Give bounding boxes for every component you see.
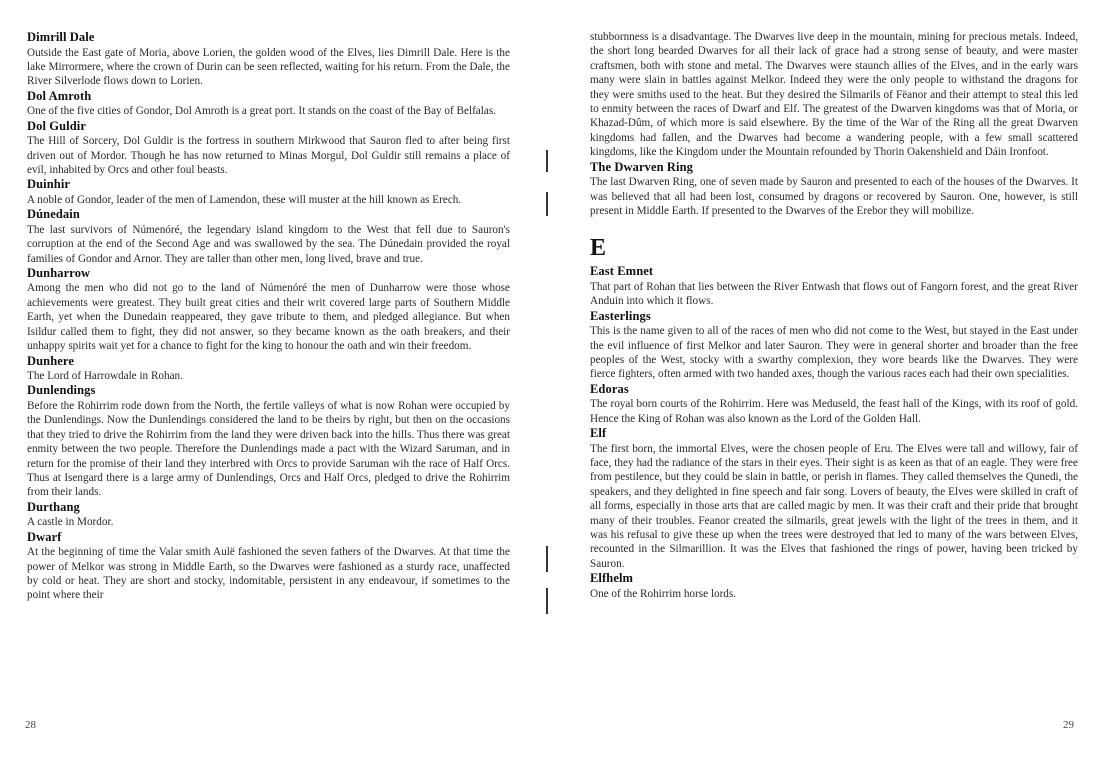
entry-dunlendings [27,383,510,499]
entry-text: The first born, the immortal Elves, were the chosen people of Eru. The Elves were tall and willowy, fair of face, they had the radiance of the stars in their eyes. Their sight is as keen as that of an eagle. They were free from pestilence, but they could be slain in battle, or perish in flames. They called themselves the Qunedi, the speakers, and they delighted in fine speech and fair song. Lovers of beauty, the Elves were skilled in craft of all forms, especially in those arts that are called magic by men. It was their craft and their pride that brought many of their troubles. Feanor created the silmarils, great jewels with the light of the trees in them, and it was his refusal to give these up when the trees were destroyed that led to many of the wars between Elves, recounted in the Silmarillion. It was the Elves that fashioned the rings of power, having been tricked by Sauron. [590,442,1078,570]
entry-text: This is the name given to all of the races of men who did not come to the West, but stayed in the East under the evil influence of first Melkor and later Sauron. They were in general shorter and broader than the free peoples of the West, stocky with a swarthy complexion, they wore beards like the Dwarves. They were fierce fighters, often armed with two handed axes, though the various races each had their own specialities. [590,325,1078,381]
entry-text: The Lord of Harrowdale in Rohan. [27,370,183,382]
entry-dunedain [27,207,510,266]
entry-dunhere [27,354,510,384]
entry-text: The royal born courts of the Rohirrim. Here was Meduseld, the feast hall of the Kings, with its roof of gold. Hence the King of Rohan was also known as the Lord of the Golden Hall. [590,398,1078,425]
entry-easterlings [590,309,1078,382]
entry-dwarf [27,530,510,603]
entry-dol-guldir [27,119,510,178]
entry-heading: Dimrill Dale [27,30,95,44]
entry-text: The Hill of Sorcery, Dol Guldir is the fortress in southern Mirkwood that Sauron fled to after being first driven out of Mordor. Though he has now returned to Minas Morgul, Dol Guldir still remains a place of evil, inhabited by Orcs and other foul beasts. [27,135,510,176]
entry-text: stubbornness is a disadvantage. The Dwarves live deep in the mountain, mining for precious metals. Indeed, the short long bearded Dwarves for all their lack of grace had a strong sense of beauty, and were master craftsmen, both with stone and metal. The Dwarves were staunch allies of the Elves, and in the early wars many were slain in battles against Melkor. Indeed they were the only people to withstand the dragons for they were smiths used to the heat. But they desired the Silmarils of Fëanor and their attempt to steal this led to enmity between the races of Dwarf and Elf. The greatest of the Dwarven kingdoms was that of Moria, or Khazad-Dûm, of which more is said elsewhere. By the time of the War of the Ring all the great Dwarven kingdoms had fallen, and the Dwarves had become a wandering people, with a few small scattered kingdoms, like the Kingdom under the Mountain refounded by Thorin Oakenshield and Dáin Ironfoot. [590,31,1078,159]
entry-text: That part of Rohan that lies between the River Entwash that flows out of Fangorn forest, and the great River Anduin into which it flows. [590,280,1078,308]
section-letter: E [590,235,607,262]
entry-text: A noble of Gondor, leader of the men of Lamendon, these will muster at the hill known as Erech. [27,193,462,206]
entry-heading: Duinhir [27,177,71,192]
page-number-left: 28 [25,719,36,731]
margin-mark [546,546,548,572]
entry-heading: Easterlings [590,308,651,323]
entry-text: The last Dwarven Ring, one of seven made by Sauron and presented to each of the houses of the Dwarves. It was believed that all had been lost, consumed by dragons or recovered by Sauron. One, however, is still present in Middle Earth. If presented to the Dwarves of the Erebor they will mobilize. [590,176,1078,217]
entry-heading: The Dwarven Ring [590,159,693,174]
entry-elf [590,426,1078,571]
entry-text: A castle in Mordor. [27,516,114,529]
entry-text: One of the five cities of Gondor, Dol Amroth is a great port. It stands on the coast of the Bay of Belfalas. [27,105,496,118]
entry-dol-amroth [27,89,510,119]
entry-text: One of the Rohirrim horse lords. [590,587,737,600]
margin-mark [546,150,548,172]
entry-edoras [590,382,1078,426]
entry-heading: Elf [590,426,607,441]
entry-durthang [27,500,510,530]
entry-text: Before the Rohirrim rode down from the North, the fertile valleys of what is now Rohan were occupied by the Dunlendings. Now the Dunlendings considered the land to be theirs by right, but then on the occasions that they tried to drive the Rohirrim from the land they were driven back into the hills. Thus there was great enmity between the two people. Therefore the Dunlendings made a pact with the Wizard Saruman, and in return for the promise of their land they interbred with Orcs to provide Saruman wih the race of Half Orcs. Thus at Isengard there is a large army of Dunlendings, Orcs and Half Orcs, pledged to drive the Rohirrim from their lands. [27,399,510,499]
entry-dunharrow [27,266,510,354]
entry-dimrill-dale [27,30,510,89]
entry-heading: Dol Amroth [27,88,92,103]
entry-east-emnet [590,264,1078,308]
right-page [590,30,1078,601]
entry-heading: East Emnet [590,264,654,279]
entry-heading: Dunhere [27,353,75,368]
entry-duinhir [27,177,510,207]
entry-dwarf-continued [590,30,1078,160]
page-number-right: 29 [1063,719,1074,731]
entry-heading: Dol Guldir [27,118,86,133]
margin-mark [546,192,548,216]
entry-heading: Dúnedain [27,207,80,222]
entry-elfhelm [590,571,1078,601]
entry-heading: Dwarf [27,529,62,544]
entry-text: The last survivors of Númenóré, the legendary island kingdom to the West that fell due to Sauron's corruption at the end of the Second Age and was swallowed by the sea. The Dúnedain provided the royal families of Gondor and Arnor. They are taller than other men, long lived, brave and true. [27,223,510,265]
left-page [27,30,510,603]
entry-dwarven-ring [590,160,1078,219]
entry-text: Among the men who did not go to the land of Númenóré the men of Dunharrow were those whose achievements were greatest. They built great cities and their writ covered large parts of Southern Middle Earth, yet when the Dunedain reappeared, they gave tribute to them, and pledged allegiance. But when Isildur called them to fight, they did not answer, so they became known as the oath breakers, and their unhappy spirits wait yet for a chance to fight for the king to honour the oath and win their freedom. [27,282,510,353]
entry-heading: Edoras [590,381,629,396]
entry-heading: Elfhelm [590,571,634,586]
entry-text: At the beginning of time the Valar smith Aulë fashioned the seven fathers of the Dwarves. At that time the power of Melkor was strong in Middle Earth, so the Dwarves were fashioned as a sturdy race, unaffected by cold or heat. They are short and stocky, indomitable, persistent in any endeavour, if sometimes to the point where their [27,546,510,602]
entry-text: Outside the East gate of Moria, above Lorien, the golden wood of the Elves, lies Dimrill Dale. Here is the lake Mirrormere, where the crown of Durin can be seen reflected, waiting for his return. From the Dale, the River Silverlode flows down to Lorien. [27,46,510,88]
margin-mark [546,588,548,614]
entry-heading: Dunharrow [27,265,91,280]
entry-heading: Durthang [27,499,80,514]
entry-heading: Dunlendings [27,383,96,398]
